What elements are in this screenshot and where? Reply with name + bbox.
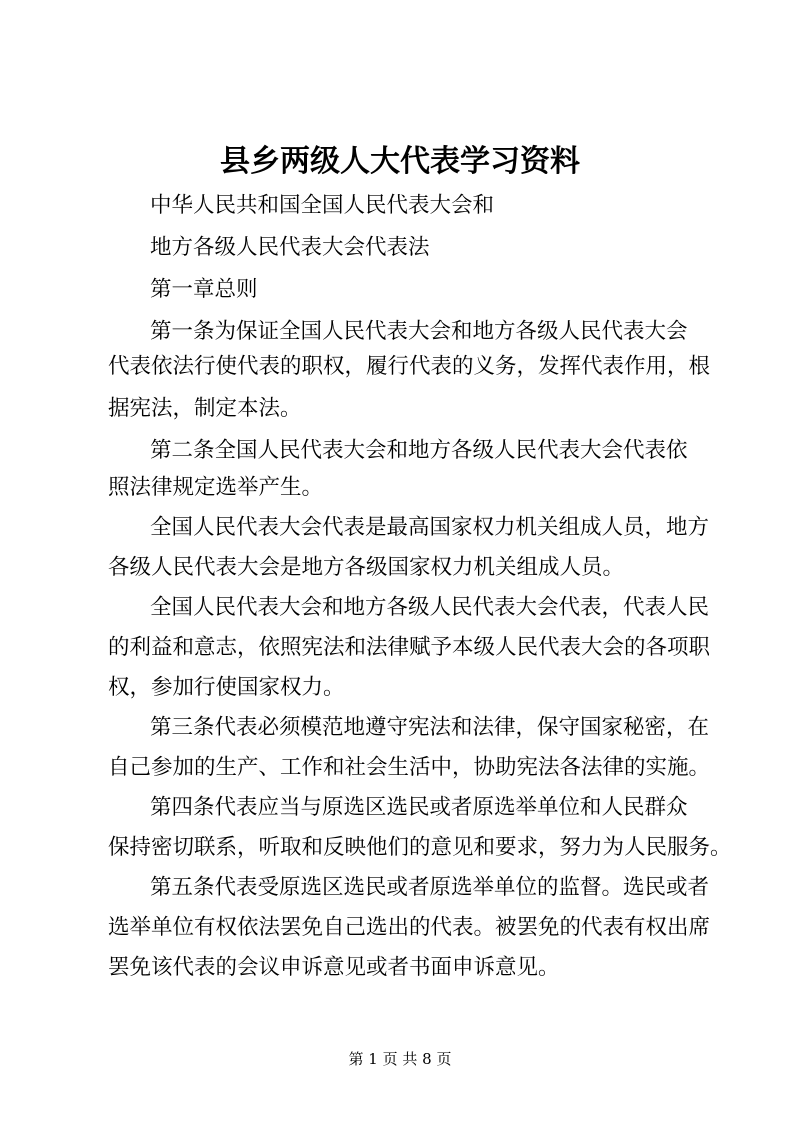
body-line: 全国人民代表大会代表是最高国家权力机关组成人员，地方: [150, 515, 710, 540]
body-line: 照法律规定选举产生。: [108, 475, 324, 500]
body-line: 中华人民共和国全国人民代表大会和: [150, 193, 495, 218]
body-line: 罢免该代表的会议申诉意见或者书面申诉意见。: [108, 955, 560, 980]
chapter-heading: 第一章总则: [150, 277, 258, 302]
body-line: 保持密切联系，听取和反映他们的意见和要求，努力为人民服务。: [108, 835, 732, 860]
body-line: 地方各级人民代表大会代表法: [150, 235, 430, 260]
body-line: 的利益和意志，依照宪法和法律赋予本级人民代表大会的各项职: [108, 635, 711, 660]
body-line: 全国人民代表大会和地方各级人民代表大会代表，代表人民: [150, 595, 710, 620]
body-line: 各级人民代表大会是地方各级国家权力机关组成人员。: [108, 555, 625, 580]
page-number-footer: 第 1 页 共 8 页: [348, 1050, 452, 1068]
body-line: 代表依法行使代表的职权，履行代表的义务，发挥代表作用，根: [108, 354, 711, 379]
body-line: 第三条代表必须模范地遵守宪法和法律，保守国家秘密，在: [150, 715, 710, 740]
body-line: 第五条代表受原选区选民或者原选举单位的监督。选民或者: [150, 875, 710, 900]
body-line: 第四条代表应当与原选区选民或者原选举单位和人民群众: [150, 795, 688, 820]
body-line: 自己参加的生产、工作和社会生活中，协助宪法各法律的实施。: [108, 755, 711, 780]
document-title: 县乡两级人大代表学习资料: [220, 144, 580, 179]
body-line: 据宪法，制定本法。: [108, 396, 302, 421]
body-line: 权，参加行使国家权力。: [108, 675, 345, 700]
body-line: 第一条为保证全国人民代表大会和地方各级人民代表大会: [150, 319, 688, 344]
body-line: 选举单位有权依法罢免自己选出的代表。被罢免的代表有权出席: [108, 915, 711, 940]
body-line: 第二条全国人民代表大会和地方各级人民代表大会代表依: [150, 438, 688, 463]
